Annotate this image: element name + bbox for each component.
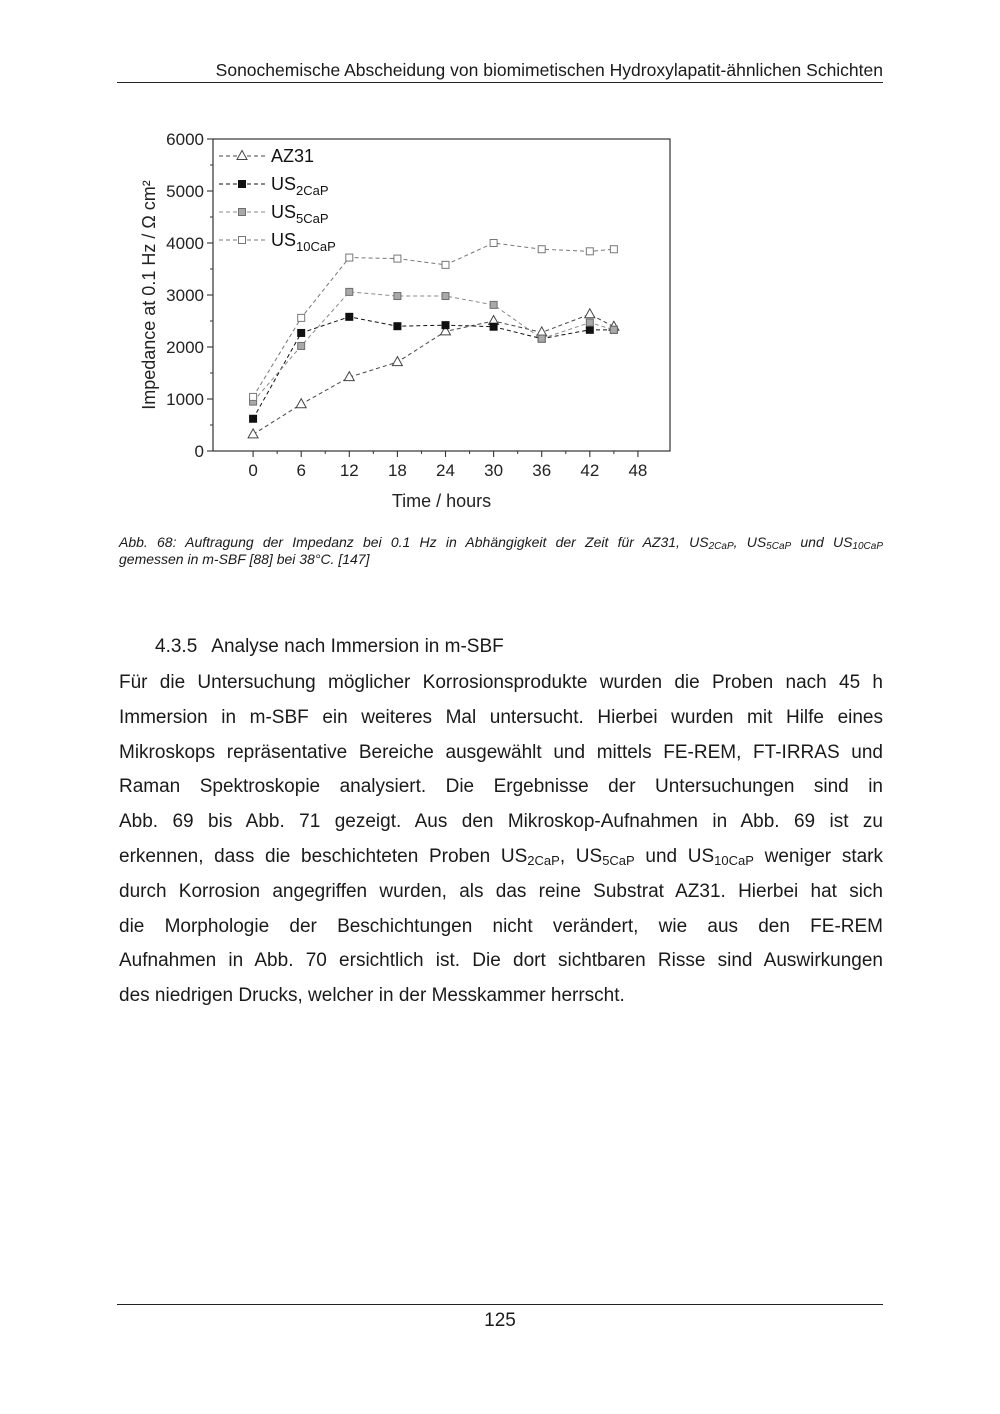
data-point <box>490 301 497 308</box>
data-point <box>586 319 593 326</box>
data-point <box>346 254 353 261</box>
data-point <box>610 246 617 253</box>
data-point <box>538 246 545 253</box>
running-header: Sonochemische Abscheidung von biomimetischen Hydroxylapatit-ähnlichen Schichten <box>215 60 883 80</box>
legend-label: $US_{2CaP}$ <box>271 174 329 198</box>
body-line: Raman Spektroskopie analysiert. Die Ergebnisse der Untersuchungen sind in <box>119 776 883 798</box>
caption-line-2: gemessen in m-SBF [88] bei 38°C. [147] <box>119 551 370 567</box>
page-number: 125 <box>484 1310 516 1331</box>
data-point <box>346 313 353 320</box>
data-point <box>298 342 305 349</box>
body-line: Immersion in m-SBF ein weiteres Mal untersucht. Hierbei wurden mit Hilfe eines <box>119 706 883 728</box>
data-point <box>394 293 401 300</box>
legend-marker <box>239 237 246 244</box>
data-point <box>250 415 257 422</box>
y-tick-label: 2000 <box>166 338 204 357</box>
body-line: erkennen, dass die beschichteten Proben $US_{2CaP}$, $US_{5CaP}$ und $US_{10CaP}$ weniger stark <box>119 845 883 868</box>
series-line <box>253 292 614 402</box>
body-line: Aufnahmen in Abb. 70 ersichtlich ist. Die dort sichtbaren Risse sind Auswirkungen <box>119 950 883 972</box>
data-point <box>248 429 258 438</box>
data-point <box>298 314 305 321</box>
body-line: Für die Untersuchung möglicher Korrosionsprodukte wurden die Proben nach 45 h <box>119 672 883 693</box>
series-line <box>253 317 614 419</box>
y-axis-title: Impedance at 0.1 Hz / Ω cm² <box>139 180 159 410</box>
data-point <box>394 323 401 330</box>
series-line <box>253 314 614 434</box>
caption-line-1: Abb. 68: Auftragung der Impedanz bei 0.1 Hz in Abhängigkeit der Zeit für AZ31, $US_{2CaP}$, $US_{5CaP}$ und $US_{10CaP}$ <box>119 534 883 552</box>
legend-label: $US_{5CaP}$ <box>271 202 329 226</box>
body-line: Abb. 69 bis Abb. 71 gezeigt. Aus den Mikroskop-Aufnahmen in Abb. 69 ist zu <box>119 811 883 833</box>
body-line: Mikroskops repräsentative Bereiche ausgewählt und mittels FE-REM, FT-IRRAS und <box>119 741 883 763</box>
data-point <box>250 393 257 400</box>
y-tick-label: 3000 <box>166 286 204 305</box>
series-line <box>253 243 614 397</box>
body-line: durch Korrosion angegriffen wurden, als das reine Substrat AZ31. Hierbei hat sich <box>119 880 883 902</box>
y-tick-label: 5000 <box>166 182 204 201</box>
data-point <box>442 261 449 268</box>
legend-marker <box>239 209 246 216</box>
legend-label: AZ31 <box>271 146 315 166</box>
y-tick-label: 1000 <box>166 390 204 409</box>
data-point <box>298 329 305 336</box>
footer-rule <box>117 1304 883 1305</box>
data-point <box>537 327 547 336</box>
data-point <box>442 322 449 329</box>
y-tick-label: 6000 <box>166 130 204 149</box>
data-point <box>392 357 402 366</box>
x-tick-label: 30 <box>484 461 504 480</box>
x-tick-label: 48 <box>628 461 648 480</box>
impedance-chart-svg <box>130 122 690 522</box>
x-tick-label: 42 <box>580 461 600 480</box>
data-point <box>490 323 497 330</box>
section-number: 4.3.5 <box>155 636 198 657</box>
data-point <box>586 248 593 255</box>
x-tick-label: 0 <box>248 461 258 480</box>
figure-caption <box>119 534 883 568</box>
x-tick-label: 24 <box>436 461 455 480</box>
x-tick-label: 18 <box>387 461 407 480</box>
header-rule <box>117 82 883 83</box>
legend-label: $US_{10CaP}$ <box>271 230 336 254</box>
x-axis-title: Time / hours <box>391 491 492 511</box>
data-point <box>586 326 593 333</box>
y-tick-label: 4000 <box>166 234 204 253</box>
data-point <box>346 288 353 295</box>
data-point <box>538 335 545 342</box>
body-line: die Morphologie der Beschichtungen nicht verändert, wie aus den FE-REM <box>119 915 883 937</box>
caption-label: Abb. 68: <box>119 534 177 550</box>
x-tick-label: 36 <box>532 461 552 480</box>
data-point <box>442 293 449 300</box>
legend-marker <box>237 151 247 160</box>
data-point <box>490 240 497 247</box>
section-title: Analyse nach Immersion in m-SBF <box>211 636 504 657</box>
data-point <box>585 309 595 318</box>
data-point <box>394 255 401 262</box>
data-point <box>610 326 617 333</box>
y-tick-label: 0 <box>194 442 204 461</box>
impedance-chart <box>130 122 690 522</box>
section-heading <box>155 634 504 660</box>
x-tick-label: 12 <box>339 461 359 480</box>
body-paragraph <box>119 666 883 1014</box>
legend-marker <box>239 181 246 188</box>
data-point <box>296 399 306 408</box>
x-tick-label: 6 <box>296 461 306 480</box>
body-line: des niedrigen Drucks, welcher in der Messkammer herrscht. <box>119 985 625 1007</box>
